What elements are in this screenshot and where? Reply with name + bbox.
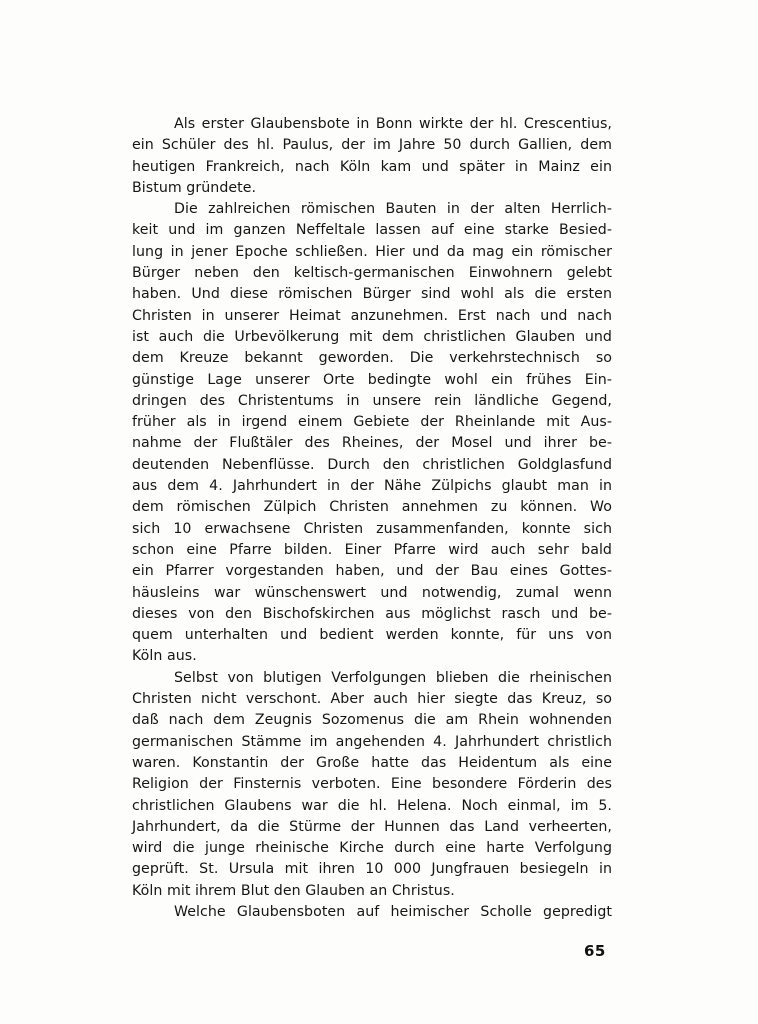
text-line: deutenden Nebenflüsse. Durch den christlichen Goldglasfund (132, 456, 612, 473)
text-line: christlichen Glaubens war die hl. Helena. Noch einmal, im 5. (132, 797, 612, 814)
text-line: geprüft. St. Ursula mit ihren 10 000 Jungfrauen besiegeln in (132, 861, 612, 878)
paragraph (132, 114, 612, 199)
paragraph (132, 668, 612, 902)
text-line: heutigen Frankreich, nach Köln kam und später in Mainz ein (132, 158, 612, 175)
text-line: aus dem 4. Jahrhundert in der Nähe Zülpichs glaubt man in (132, 478, 612, 495)
text-line: sich 10 erwachsene Christen zusammenfanden, konnte sich (132, 520, 612, 537)
text-line: dem Kreuze bekannt geworden. Die verkehrstechnisch so (132, 350, 612, 367)
text-line: Christen in unserer Heimat anzunehmen. Erst nach und nach (132, 307, 612, 324)
text-line: Christen nicht verschont. Aber auch hier siegte das Kreuz, so (132, 691, 612, 708)
text-line: Jahrhundert, da die Stürme der Hunnen das Land verheerten, (132, 818, 612, 835)
text-line: lung in jener Epoche schließen. Hier und da mag ein römischer (132, 243, 612, 260)
text-line: waren. Konstantin der Große hatte das Heidentum als eine (132, 754, 612, 771)
text-line: Als erster Glaubensbote in Bonn wirkte der hl. Crescentius, (174, 116, 612, 132)
text-line: wird die junge rheinische Kirche durch eine harte Verfolgung (132, 840, 612, 857)
text-line: dringen des Christentums in unsere rein ländliche Gegend, (132, 392, 612, 409)
body-text (132, 114, 612, 923)
text-line: germanischen Stämme im angehenden 4. Jahrhundert christlich (132, 733, 612, 750)
text-line: Welche Glaubensboten auf heimischer Scholle gepredigt (174, 903, 612, 920)
text-line: Köln mit ihrem Blut den Glauben an Christus. (132, 882, 455, 899)
paragraph (132, 199, 612, 668)
paragraph (132, 902, 612, 923)
text-line: daß nach dem Zeugnis Sozomenus die am Rhein wohnenden (132, 712, 612, 729)
text-line: ein Schüler des hl. Paulus, der im Jahre 50 durch Gallien, dem (132, 137, 612, 154)
text-line: quem unterhalten und bedient werden konnte, für uns von (132, 627, 612, 644)
text-line: ist auch die Urbevölkerung mit dem christlichen Glauben und (132, 328, 612, 345)
text-line: häusleins war wünschenswert und notwendig, zumal wenn (132, 584, 612, 601)
text-line: früher als in irgend einem Gebiete der Rheinlande mit Aus- (132, 414, 612, 431)
text-line: Die zahlreichen römischen Bauten in der alten Herrlich- (174, 201, 612, 218)
page-number: 65 (584, 942, 606, 960)
text-line: ein Pfarrer vorgestanden haben, und der Bau eines Gottes- (132, 563, 612, 580)
text-line: keit und im ganzen Neffeltale lassen auf eine starke Besied- (132, 222, 612, 239)
text-line: dem römischen Zülpich Christen annehmen zu können. Wo (132, 499, 612, 516)
text-line: Bistum gründete. (132, 179, 257, 196)
text-line: Religion der Finsternis verboten. Eine besondere Förderin des (132, 776, 612, 793)
text-line: schon eine Pfarre bilden. Einer Pfarre wird auch sehr bald (132, 541, 612, 558)
text-line: dieses von den Bischofskirchen aus möglichst rasch und be- (132, 605, 612, 622)
text-line: Köln aus. (132, 648, 197, 665)
text-line: haben. Und diese römischen Bürger sind wohl als die ersten (132, 286, 612, 303)
text-line: nahme der Flußtäler des Rheines, der Mosel und ihrer be- (132, 435, 612, 452)
text-line: Selbst von blutigen Verfolgungen blieben die rheinischen (174, 669, 612, 686)
text-line: Bürger neben den keltisch-germanischen Einwohnern gelebt (132, 265, 612, 282)
text-line: günstige Lage unserer Orte bedingte wohl ein frühes Ein- (132, 371, 612, 388)
